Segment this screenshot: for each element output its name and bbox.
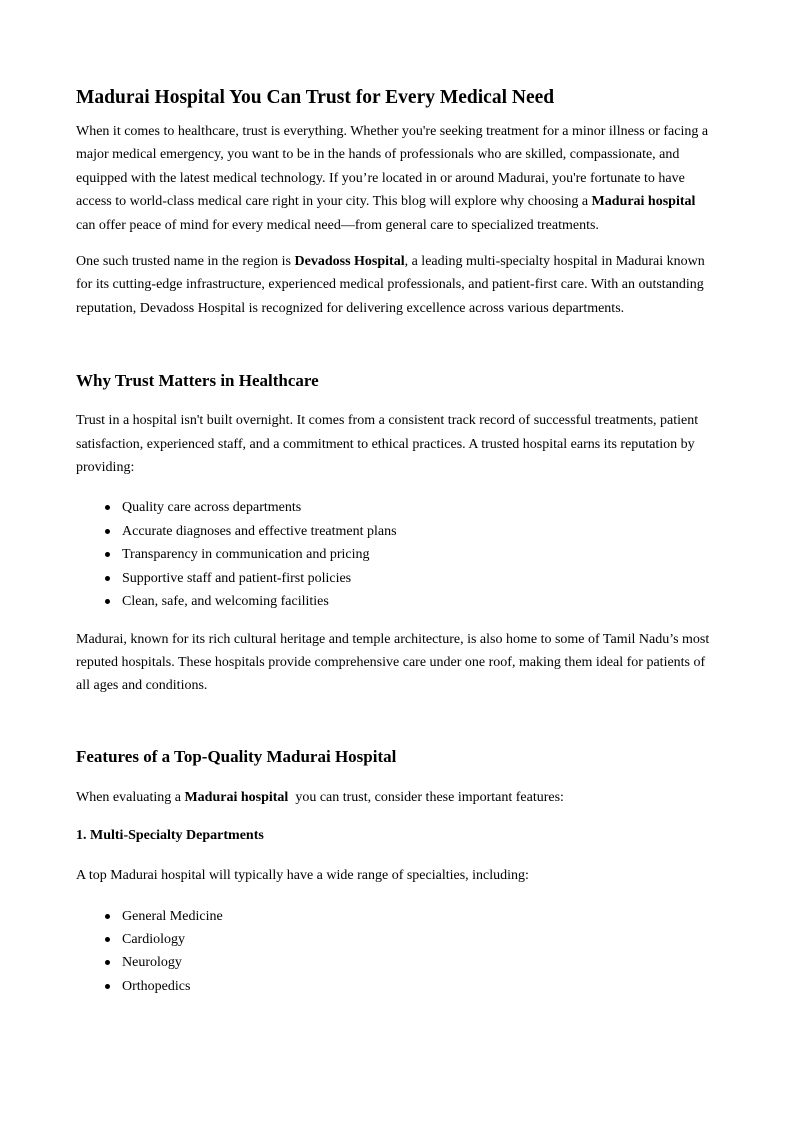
intro-text-start: When it comes to healthcare, trust is everything. Whether you're seeking treatment for a minor illness or facing a major medical emergency, you want to be in the hands of professionals who are skilled, compassionate, and equipped with the latest medical technology. If you’re located in or around Madurai, you're fortunate to have access to world-class medical care right in your city. This blog will explore why choosing a	[76, 124, 709, 210]
devadoss-bold-name: Devadoss Hospital	[294, 254, 405, 270]
specialties-paragraph: A top Madurai hospital will typically have a wide range of specialties, including:	[76, 868, 529, 884]
madurai-paragraph: Madurai, known for its rich cultural heritage and temple architecture, is also home to some of Tamil Nadu’s most reputed hospitals. These hospitals provide comprehensive care under one roof, making them ideal for patients of all ages and conditions.	[76, 631, 710, 694]
page-title: Madurai Hospital You Can Trust for Every Medical Need	[76, 87, 555, 108]
section-heading-features: Features of a Top-Quality Madurai Hospital	[76, 746, 397, 766]
list-item: Quality care across departments	[122, 496, 716, 519]
list-item: Neurology	[122, 951, 716, 974]
list-item: Supportive staff and patient-first policies	[122, 567, 716, 590]
list-item: Clean, safe, and welcoming facilities	[122, 590, 716, 613]
intro-paragraph	[76, 120, 716, 237]
intro-bold-keyword: Madurai hospital	[591, 194, 696, 210]
devadoss-text-start: One such trusted name in the region is	[76, 254, 295, 270]
features-text-start: When evaluating a	[76, 789, 185, 805]
trust-paragraph: Trust in a hospital isn't built overnight. It comes from a consistent track record of successful treatments, patient satisfaction, experienced staff, and a commitment to ethical practices. A trusted hospital earns its reputation by providing:	[76, 413, 699, 476]
list-item: General Medicine	[122, 905, 716, 928]
list-item: Orthopedics	[122, 975, 716, 998]
list-item: Cardiology	[122, 928, 716, 951]
trust-list	[76, 496, 716, 613]
features-bold-keyword: Madurai hospital	[184, 789, 289, 805]
features-text-end: you can trust, consider these important features:	[288, 789, 564, 805]
specialties-list	[76, 905, 716, 999]
document-page	[76, 86, 716, 998]
list-item: Accurate diagnoses and effective treatment plans	[122, 520, 716, 543]
devadoss-text-end: , a leading multi-specialty hospital in Madurai known for its cutting-edge infrastructure, experienced medical professionals, and patient-first care. With an outstanding reputation, Devadoss Hospital is recognized for delivering excellence across various departments.	[76, 254, 705, 316]
list-item: Transparency in communication and pricing	[122, 543, 716, 566]
devadoss-paragraph	[76, 250, 716, 320]
subheading-multi-specialty: 1. Multi-Specialty Departments	[76, 828, 264, 844]
intro-text-end: can offer peace of mind for every medical need—from general care to specialized treatments.	[76, 194, 703, 233]
section-heading-why-trust: Why Trust Matters in Healthcare	[76, 371, 319, 391]
features-intro-paragraph	[76, 786, 716, 809]
